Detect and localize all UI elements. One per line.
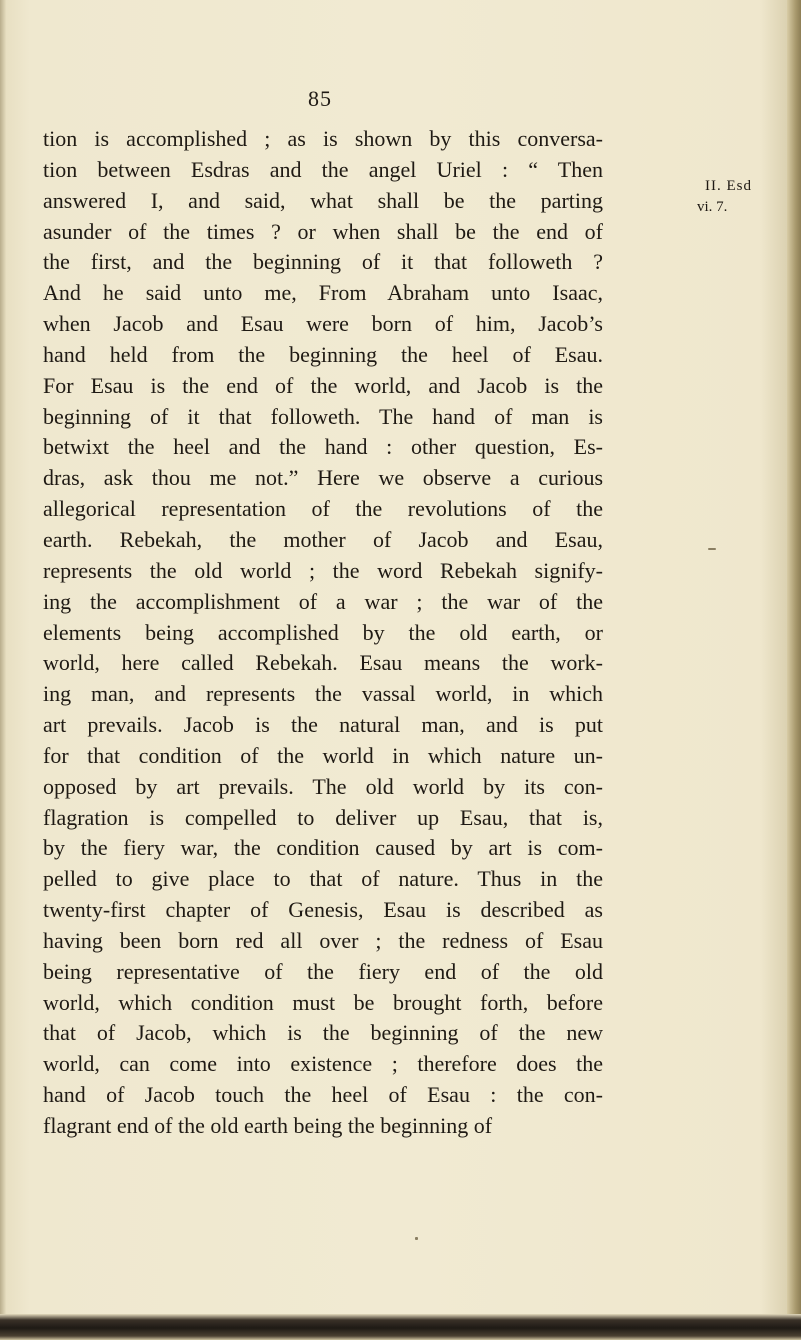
text-line: hand of Jacob touch the heel of Esau : the con- <box>43 1082 603 1108</box>
paper-speck <box>415 1237 418 1240</box>
text-line: art prevails. Jacob is the natural man, and is put <box>43 712 603 738</box>
text-line: for that condition of the world in which nature un- <box>43 742 603 768</box>
page-right-edge <box>787 0 801 1340</box>
text-line: by the fiery war, the condition caused by art is com- <box>43 835 603 861</box>
marginal-reference: II. Esd <box>705 178 752 194</box>
text-line: twenty-first chapter of Genesis, Esau is described as <box>43 897 603 923</box>
text-line: beginning of it that followeth. The hand of man is <box>43 403 603 429</box>
page-number: 85 <box>308 86 332 111</box>
text-line: having been born red all over ; the redness of Esau <box>43 927 603 953</box>
text-line: asunder of the times ? or when shall be the end of <box>43 218 603 244</box>
text-line: tion between Esdras and the angel Uriel : “ Then <box>43 156 603 182</box>
text-line: being representative of the fiery end of the old <box>43 958 603 984</box>
text-line: opposed by art prevails. The old world by its con- <box>43 773 603 799</box>
text-line: For Esau is the end of the world, and Jacob is the <box>43 372 603 398</box>
text-line: earth. Rebekah, the mother of Jacob and Esau, <box>43 526 603 552</box>
text-line: ing man, and represents the vassal world, in which <box>43 681 603 707</box>
text-line: ing the accomplishment of a war ; the war of the <box>43 588 603 614</box>
text-line: And he said unto me, From Abraham unto Isaac, <box>43 280 603 306</box>
text-line: allegorical representation of the revolutions of the <box>43 496 603 522</box>
text-line: world, which condition must be brought forth, before <box>43 989 603 1015</box>
text-line: dras, ask thou me not.” Here we observe a curious <box>43 465 603 491</box>
text-line: tion is accomplished ; as is shown by this conversa- <box>43 126 603 151</box>
text-line: flagrant end of the old earth being the beginning of <box>43 1113 493 1138</box>
text-line: betwixt the heel and the hand : other question, Es- <box>43 434 603 460</box>
page-bottom-shadow <box>0 1314 801 1340</box>
paper-speck <box>708 548 716 550</box>
text-line: pelled to give place to that of nature. Thus in the <box>43 866 603 892</box>
body-text <box>43 124 603 1142</box>
text-line: world, can come into existence ; therefore does the <box>43 1051 603 1077</box>
text-line: when Jacob and Esau were born of him, Jacob’s <box>43 311 603 337</box>
marginal-verse: vi. 7. <box>697 199 728 215</box>
text-line: hand held from the beginning the heel of Esau. <box>43 341 603 367</box>
text-line: elements being accomplished by the old earth, or <box>43 619 603 645</box>
text-line: represents the old world ; the word Rebekah signify- <box>43 557 603 583</box>
text-line: world, here called Rebekah. Esau means the work- <box>43 650 603 676</box>
text-line: that of Jacob, which is the beginning of the new <box>43 1020 603 1046</box>
text-line: the first, and the beginning of it that followeth ? <box>43 249 603 275</box>
page-left-edge <box>0 0 6 1340</box>
text-line: answered I, and said, what shall be the parting <box>43 187 603 213</box>
text-line: flagration is compelled to deliver up Esau, that is, <box>43 804 603 830</box>
